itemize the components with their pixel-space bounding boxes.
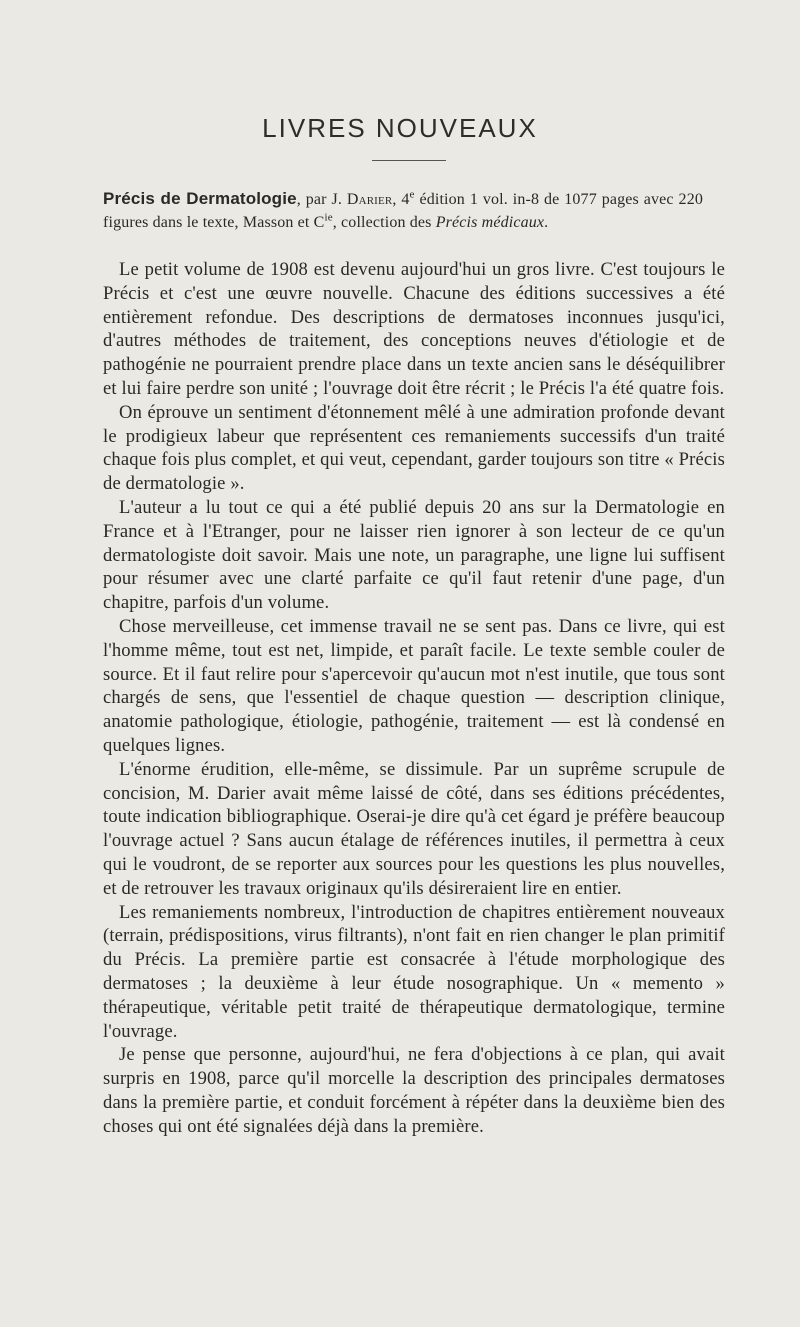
book-reference: [103, 187, 703, 234]
ref-details-2: , collection des: [332, 214, 436, 231]
book-title: Précis de Dermatologie: [103, 189, 297, 208]
review-body: [103, 258, 725, 1138]
paragraph: On éprouve un sentiment d'étonnement mêlé à une admiration profonde devant le prodigieux labeur que représentent ces remaniements successifs d'un traité chaque fois plus complet, et qui veut, cependant, garder toujours son titre « Précis de dermatologie ».: [103, 401, 725, 495]
paragraph: L'énorme érudition, elle-même, se dissimule. Par un suprême scrupule de concision, M. Darier avait même laissé de côté, dans ses éditions précédentes, toute indication bibliographique. Oserai-je dire qu'à cet égard je préfère beaucoup l'ouvrage actuel ? Sans aucun étalage de références inutiles, il permettra à ceux qui le voudront, de se reporter aux sources pour les questions les plus nouvelles, et de retrouver les travaux originaux qu'ils désireraient lire en entier.: [103, 758, 725, 899]
paragraph: Je pense que personne, aujourd'hui, ne fera d'objections à ce plan, qui avait surpris en 1908, parce qu'il morcelle la description des principales dermatoses dans la première partie, et conduit forcément à répéter dans la deuxième bien des choses qui ont été signalées déjà dans la première.: [103, 1044, 725, 1137]
book-author: Darier: [346, 191, 393, 208]
ref-by: par J.: [305, 191, 347, 208]
paragraph: Chose merveilleuse, cet immense travail ne se sent pas. Dans ce livre, qui est l'homme même, tout est net, limpide, et paraît facile. Le texte semble couler de source. Et il faut relire pour s'apercevoir qu'aucun mot n'est inutile, que tous sont chargés de sens, que l'essentiel de chaque question — description clinique, anatomie pathologique, étiologie, pathogénie, traitement — est là condensé en quelques lignes.: [103, 615, 725, 756]
page-title: LIVRES NOUVEAUX: [262, 113, 538, 143]
edition-number: 4: [401, 191, 410, 208]
paragraph: Les remaniements nombreux, l'introduction de chapitres entièrement nouveaux (terrain, prédispositions, virus filtrants), n'ont fait en rien changer le plan primitif du Précis. La première partie est consacrée à l'étude morphologique des dermatoses ; la deuxième à leur étude nosographique. Un « memento » thérapeutique, véritable petit traité de thérapeutique dermatologique, termine l'ouvrage.: [103, 901, 725, 1042]
title-divider: [372, 160, 446, 161]
ref-details: édition 1 vol. in-8 de 1077 pages avec 220 figures dans le texte, Masson et C: [103, 191, 703, 231]
ref-sep: ,: [296, 191, 306, 208]
collection-name: Précis médicaux: [435, 214, 545, 231]
ref-sep2: ,: [392, 191, 402, 208]
ref-end: .: [544, 214, 549, 231]
cie-sup: ie: [324, 211, 333, 224]
paragraph: L'auteur a lu tout ce qui a été publié depuis 20 ans sur la Dermatologie en France et à l'Etranger, pour ne laisser rien ignorer à son lecteur de ce qu'un dermatologiste doit savoir. Mais une note, un paragraphe, une ligne lui suffisent pour résumer avec une clarté parfaite ce qu'il faut retenir d'une page, d'un chapitre, parfois d'un volume.: [103, 496, 725, 614]
edition-sup: e: [409, 188, 415, 201]
paragraph: Le petit volume de 1908 est devenu aujourd'hui un gros livre. C'est toujours le Précis et c'est une œuvre nouvelle. Chacune des éditions successives a été entièrement refondue. Des descriptions de dermatoses inconnues jusqu'ici, d'autres méthodes de traitement, des conceptions neuves d'étiologie et de pathogénie ne pourraient prendre place dans un texte ancien sans le déséquilibrer et lui faire perdre son unité ; l'ouvrage doit être récrit ; le Précis l'a été quatre fois.: [103, 259, 725, 399]
